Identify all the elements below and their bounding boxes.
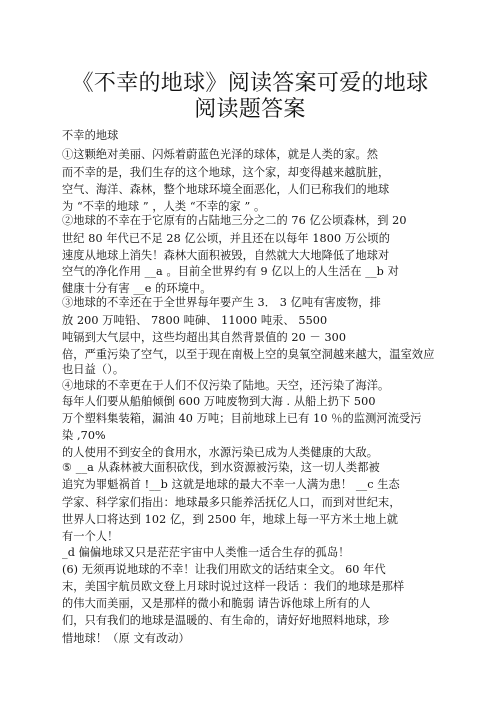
text-line: 的人使用不到安全的食用水，水源污染已成为人类健康的大敌。 (62, 446, 379, 459)
text-line: 们，只有我们的地球是温暖的、有生命的，请好好地照料地球，珍 (62, 614, 390, 627)
text-line: 世界人口将达到 102 亿，到 2500 年，地球上每一平方米土地上就 (62, 513, 399, 526)
section-heading: 不幸的地球 (62, 129, 119, 142)
text-line: 每年人们要从船舶倾倒 600 万吨废物到大海 . 从船上扔下 500 (62, 395, 376, 408)
text-line: ⑤ __a 从森林被大面积砍伐，到水资源被污染，这一切人类都被 (62, 461, 380, 474)
text-line: ①这颗绝对美丽、闪烁着蔚蓝色光泽的球体，就是人类的家。然 (62, 148, 379, 161)
text-line: 空气、海洋、森林，整个地球环境全面恶化，人们已称我们的地球 (62, 183, 390, 196)
text-line: 世纪 80 年代已不足 28 亿公顷，并且还在以每年 1800 万公顷的 (62, 232, 391, 245)
text-line: 速度从地球上消失！森林大面积被毁，自然就大大地降低了地球对 (62, 249, 390, 262)
text-line: 追究为罪魁祸首 !__b 这就是地球的最大不幸一人满为患！ __c 生态 (62, 478, 400, 491)
text-line: ④地球的不幸更在于人们不仅污染了陆地。天空，还污染了海洋。 (62, 379, 390, 392)
text-line: 而不幸的是，我们生存的这个地球，这个家，却变得越来越肮脏， (62, 166, 390, 179)
text-line: 末，美国宇航员欧文登上月球时说过这样一段话 ：我们的地球是那样 (62, 580, 405, 593)
page-title-line-2: 阅读题答案 (194, 97, 306, 122)
text-line: ②地球的不幸在于它原有的占陆地三分之二的 76 亿公顷森林，到 20 (62, 214, 407, 227)
text-line: (6) 无须再说地球的不幸！让我们用欧文的话结束全文。 60 年代 (62, 563, 386, 576)
text-line: 放 200 万吨铅、 7800 吨砷、 11000 吨汞、 5500 (62, 314, 328, 327)
text-line: 也日益（）。 (62, 363, 125, 376)
page-title-line-1: 《不幸的地球》阅读答案可爱的地球 (71, 71, 429, 96)
text-line: 倍，严重污染了空气，以至于现在南极上空的臭氧空洞越来越大，温室效应 (62, 348, 435, 361)
text-line: 吨镉到大气层中，这些均超出其自然背景值的 20 － 300 (62, 331, 347, 344)
text-line: 为 “不幸的地球 ” ，人类 “不幸的家 ” 。 (62, 200, 266, 213)
text-line: 惜地球！（原 文有改动） (62, 632, 190, 645)
text-line: 染 ,70% (62, 429, 106, 442)
text-line: 学家、科学家们指出：地球最多只能养活抚亿人口，而到对世纪末， (62, 496, 401, 509)
text-line: _d 偏偏地球又只是茫茫宇宙中人类惟一适合生存的孤岛！ (62, 546, 350, 559)
text-line: 空气的净化作用 __a 。目前全世界约有 9 亿以上的人生活在 __b 对 (62, 265, 399, 278)
text-line: 健康十分有害 __e 的环境中。 (62, 282, 212, 295)
text-line: 有一个人！ (62, 530, 119, 543)
text-line: ③地球的不幸还在于全世界每年要产生 3． 3 亿吨有害废物，排 (62, 296, 381, 309)
text-line: 万个塑料集装箱，漏油 40 万吨；目前地球上已有 10 ％的监测河流受污 (62, 412, 422, 425)
text-line: 的伟大而美丽，又是那样的微小和脆弱 请告诉他球上所有的人 (62, 597, 371, 610)
